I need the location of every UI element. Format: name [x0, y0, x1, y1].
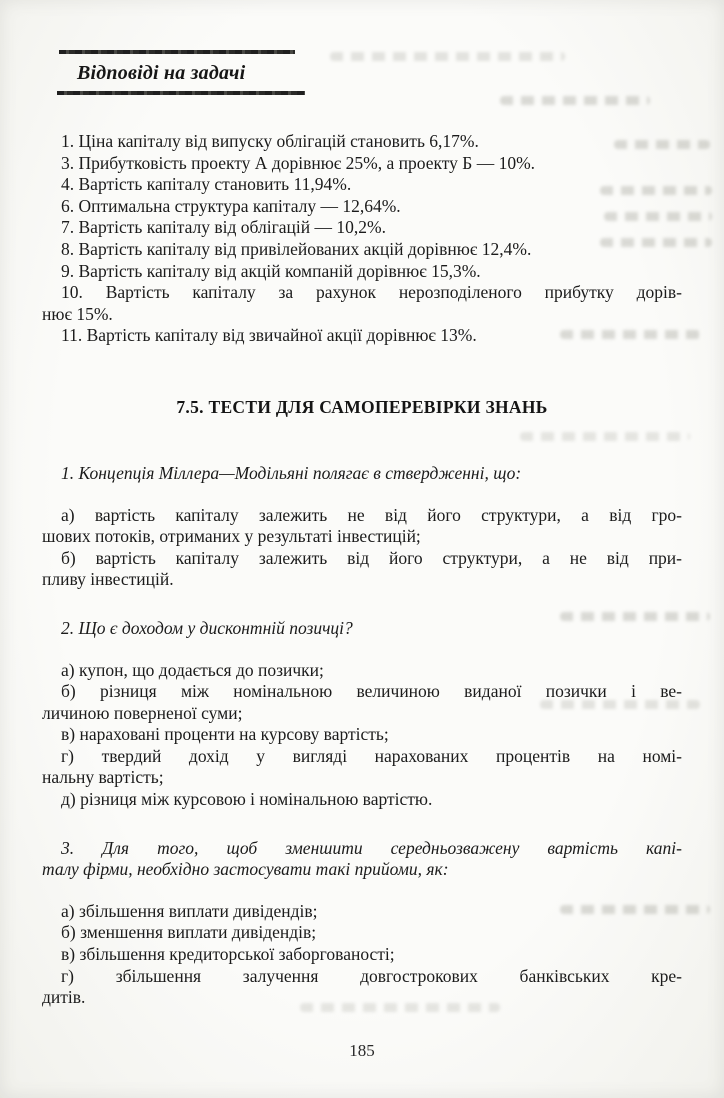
answer-item: [42, 325, 682, 347]
question-option: [42, 660, 682, 682]
answer-item: [42, 131, 682, 153]
question-option: [42, 922, 682, 944]
text-line: 6. Оптимальна структура капіталу — 12,64%.: [61, 195, 401, 216]
question-option: [42, 548, 682, 591]
text-line: д) різниця між курсовою і номінальною вартістю.: [61, 789, 433, 810]
answers-header-box: [57, 50, 307, 95]
text-line: 2. Що є доходом у дисконтній позичці?: [61, 617, 353, 638]
answers-box-title: Відповіді на задачі: [77, 62, 246, 84]
question-option: [42, 746, 682, 789]
answer-item: [42, 282, 682, 325]
text-line: 1. Концепція Міллера—Модільяні полягає в ствердженні, що:: [61, 462, 522, 483]
question-stem: [42, 618, 682, 640]
text-line: а) вартість капіталу залежить не від його структури, а від гро-: [61, 504, 682, 525]
text-line: дитів.: [42, 987, 86, 1008]
text-line: шових потоків, отриманих у результаті інвестицій;: [42, 526, 421, 547]
text-line: 11. Вартість капіталу від звичайної акції дорівнює 13%.: [61, 325, 477, 346]
text-line: пливу інвестицій.: [42, 569, 174, 590]
page-number: 185: [349, 1041, 375, 1060]
text-line: в) збільшення кредиторської заборгованості;: [61, 944, 395, 965]
text-line: г) збільшення залучення довгострокових банківських кре-: [61, 965, 682, 986]
text-line: 3. Прибутковість проекту А дорівнює 25%, а проекту Б — 10%.: [61, 152, 536, 173]
question-option: [42, 724, 682, 746]
question-option: [42, 901, 682, 923]
text-line: г) твердий дохід у вигляді нарахованих процентів на номі-: [61, 745, 682, 766]
answer-item: [42, 196, 682, 218]
question-option: [42, 966, 682, 1009]
text-line: нальну вартість;: [42, 767, 164, 788]
answer-item: [42, 217, 682, 239]
question-stem: [42, 463, 682, 485]
question-option: [42, 505, 682, 548]
text-line: личиною поверненої суми;: [42, 702, 243, 723]
answer-item: [42, 261, 682, 283]
answer-item: [42, 153, 682, 175]
question: [42, 838, 682, 1009]
text-line: талу фірми, необхідно застосувати такі прийоми, як:: [42, 859, 449, 880]
text-line: нює 15%.: [42, 303, 113, 324]
text-line: 3. Для того, щоб зменшити середньозважену вартість капі-: [61, 837, 682, 858]
answer-item: [42, 174, 682, 196]
question-stem: [42, 838, 682, 881]
text-line: а) купон, що додається до позички;: [61, 659, 324, 680]
question-option: [42, 789, 682, 811]
text-line: 1. Ціна капіталу від випуску облігацій становить 6,17%.: [61, 131, 479, 151]
text-line: 9. Вартість капіталу від акцій компаній дорівнює 15,3%.: [61, 260, 481, 281]
text-line: в) нараховані проценти на курсову вартість;: [61, 724, 389, 745]
answer-item: [42, 239, 682, 261]
box-rule-bottom: [57, 91, 305, 95]
text-line: а) збільшення виплати дивідендів;: [61, 900, 318, 921]
question: [42, 618, 682, 811]
text-line: б) різниця між номінальною величиною виданої позички і ве-: [61, 681, 682, 702]
text-line: 4. Вартість капіталу становить 11,94%.: [61, 174, 352, 195]
text-line: б) вартість капіталу залежить від його структури, а не від при-: [61, 547, 682, 568]
text-line: 7. Вартість капіталу від облігацій — 10,2%.: [61, 217, 386, 238]
section-heading: 7.5. ТЕСТИ ДЛЯ САМОПЕРЕВІРКИ ЗНАНЬ: [176, 396, 548, 417]
page-content: [0, 50, 724, 1009]
questions-block: [42, 463, 682, 1009]
question: [42, 463, 682, 591]
text-line: 10. Вартість капіталу за рахунок нерозподіленого прибутку дорів-: [61, 282, 682, 303]
text-line: 8. Вартість капіталу від привілейованих акцій дорівнює 12,4%.: [61, 238, 532, 259]
question-option: [42, 944, 682, 966]
question-option: [42, 681, 682, 724]
text-line: б) зменшення виплати дивідендів;: [61, 922, 317, 943]
answers-list: [42, 131, 682, 347]
